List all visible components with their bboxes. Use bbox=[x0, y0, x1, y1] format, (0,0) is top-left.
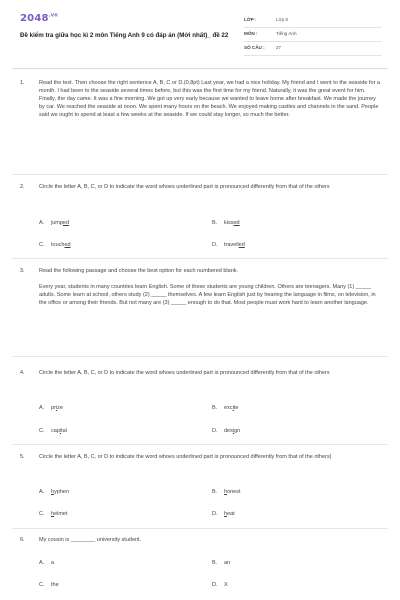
meta-row-grade bbox=[244, 14, 382, 28]
count-label: SỐ CÂU : bbox=[244, 45, 265, 50]
option-c[interactable]: C. touched bbox=[39, 242, 71, 248]
grade-value: Lớp 9 bbox=[276, 17, 288, 22]
question-text: My cousin is ________ university student. bbox=[39, 537, 142, 543]
subject-value: Tiếng Anh bbox=[276, 31, 297, 36]
site-logo[interactable] bbox=[20, 12, 58, 27]
logo-suffix: .vn bbox=[48, 12, 58, 19]
reading-passage: Every year, students in many countries learn English. Some of these students are young children. Others are teenagers. Many (1) _____ adults. Some learn at school, others study (2) _____ themselves. A few learn English just by hearing the language in films, on television, in the office or among their friends. But not many are (3) _____ enough to do that. Most people must work hard to learn another language. bbox=[39, 283, 376, 306]
question-separator bbox=[12, 174, 388, 175]
option-d[interactable]: D. travelled bbox=[212, 242, 245, 248]
question-separator bbox=[12, 356, 388, 357]
question-text: Circle the letter A, B, C, or D to indicate the word whoes underlined part is pronounced differently from that of the others bbox=[39, 184, 330, 190]
question-text: Read the text. Then choose the right sentence A, B, C or D.(0,8pt) Last year, we had a nice holiday. My friend and I went to the seaside for a month. I had been to the seaside several times before, but this was the first time for my friend. Naturally, it was the great event for him. Finally, the day came. It was a fine morning. We got up very early because we wanted to leave home after breakfast. We made the journey by car. We reached the seaside at noon. We spent many hours on the beach. We enjoyed making castles and channels in the sand. People said we ought to spend at least a few weeks at the seaside. If we could stay longer, so much the better. bbox=[39, 80, 380, 118]
subject-label: MÔN : bbox=[244, 31, 258, 36]
question-separator bbox=[12, 528, 388, 529]
option-a[interactable]: A. jumped bbox=[39, 220, 70, 226]
grade-label: LỚP : bbox=[244, 17, 257, 22]
question-number: 1. bbox=[20, 80, 25, 86]
question-number: 6. bbox=[20, 537, 25, 543]
document-title: Đề kiểm tra giữa học kì 2 môn Tiếng Anh 9 có đáp án (Mới nhất)_ đề 22 bbox=[20, 32, 229, 39]
option-d[interactable]: D. X bbox=[212, 582, 228, 588]
option-b[interactable]: B. excite bbox=[212, 405, 239, 411]
option-c[interactable]: C. the bbox=[39, 582, 59, 588]
question-number: 2. bbox=[20, 184, 25, 190]
question-separator bbox=[12, 444, 388, 445]
question-text bbox=[39, 268, 382, 308]
question-text: Circle the letter A, B, C, or D to indicate the word whoes underlined part is pronounced differently from that of the others( bbox=[39, 454, 332, 460]
logo-main: 2048 bbox=[20, 13, 49, 24]
option-d[interactable]: D. heat bbox=[212, 511, 235, 517]
option-a[interactable]: A. a bbox=[39, 560, 55, 566]
meta-row-count bbox=[244, 42, 382, 56]
option-b[interactable]: B. kissed bbox=[212, 220, 240, 226]
document-header bbox=[20, 12, 382, 60]
question-number: 3. bbox=[20, 268, 25, 274]
option-c[interactable]: C. capital bbox=[39, 428, 67, 434]
option-b[interactable]: B. an bbox=[212, 560, 231, 566]
option-a[interactable]: A. prize bbox=[39, 405, 63, 411]
meta-table bbox=[244, 14, 382, 56]
option-c[interactable]: C. helmet bbox=[39, 511, 68, 517]
option-b[interactable]: B. honest bbox=[212, 489, 241, 495]
question-number: 4. bbox=[20, 370, 25, 376]
question-number: 5. bbox=[20, 454, 25, 460]
question-separator bbox=[12, 258, 388, 259]
question-instruction: Read the following passage and choose the best option for each numbered blank. bbox=[39, 268, 239, 274]
option-a[interactable]: A. hyphen bbox=[39, 489, 70, 495]
question-text: Circle the letter A, B, C, or D to indicate the word whoes underlined part is pronounced differently from that of the others bbox=[39, 370, 330, 376]
option-d[interactable]: D. design bbox=[212, 428, 241, 434]
header-divider bbox=[12, 68, 388, 69]
meta-row-subject bbox=[244, 28, 382, 42]
count-value: 27 bbox=[276, 45, 282, 50]
